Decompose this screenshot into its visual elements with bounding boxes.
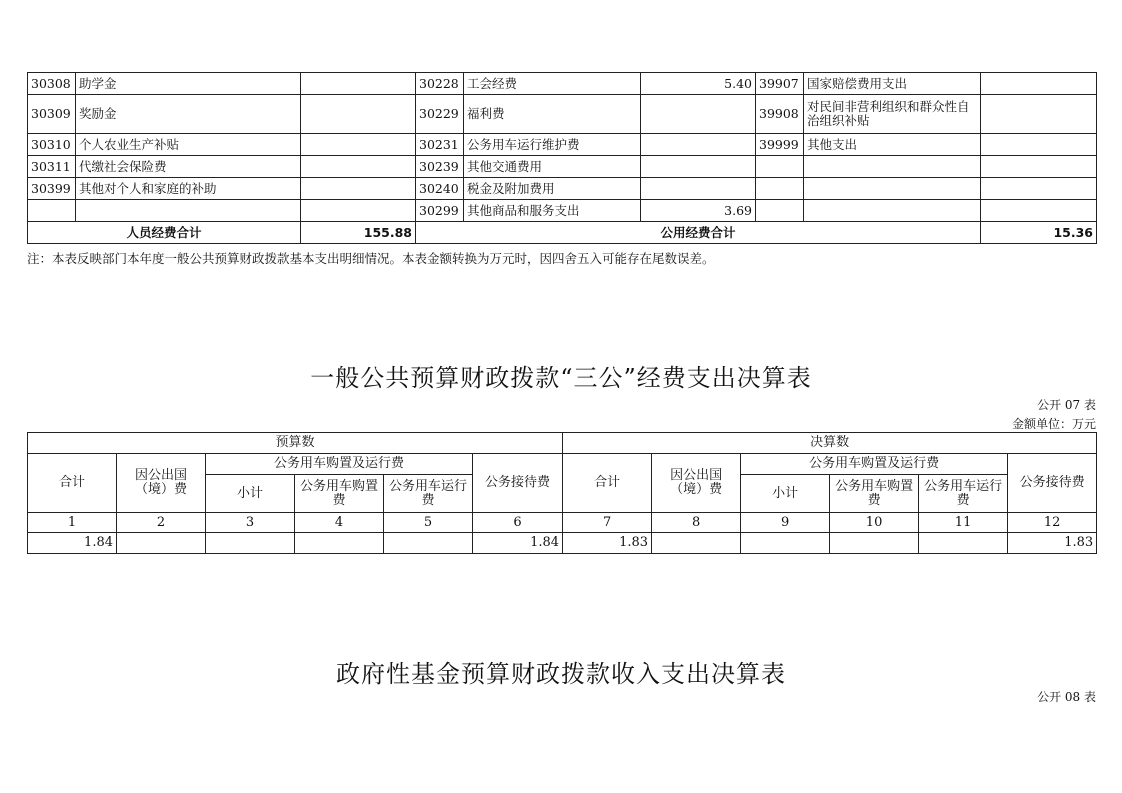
cell-name — [76, 200, 301, 222]
cell-code: 30228 — [416, 73, 464, 95]
cell-code — [756, 200, 804, 222]
cell-code: 39907 — [756, 73, 804, 95]
cell-value: 1.84 — [473, 533, 563, 554]
cell-value — [641, 156, 756, 178]
cell-name — [804, 200, 981, 222]
cell-value — [981, 134, 1097, 156]
column-number: 2 — [117, 513, 206, 533]
column-number: 12 — [1008, 513, 1097, 533]
cell-name: 福利费 — [464, 95, 641, 134]
cell-code: 30231 — [416, 134, 464, 156]
cell-name — [804, 156, 981, 178]
cell-name: 助学金 — [76, 73, 301, 95]
cell-name: 其他交通费用 — [464, 156, 641, 178]
value-row — [28, 533, 1097, 554]
cell-value — [981, 200, 1097, 222]
col-abroad-budget: 因公出国（境）费 — [117, 454, 206, 513]
column-number: 7 — [563, 513, 652, 533]
cell-value — [301, 200, 416, 222]
section-title-three-public: 一般公共预算财政拨款“三公”经费支出决算表 — [310, 364, 812, 392]
column-number: 11 — [919, 513, 1008, 533]
cell-name: 奖励金 — [76, 95, 301, 134]
cell-code: 30229 — [416, 95, 464, 134]
table-row — [28, 178, 1097, 200]
column-number: 3 — [206, 513, 295, 533]
cell-code — [756, 156, 804, 178]
column-number: 10 — [830, 513, 919, 533]
basic-expenditure-detail-table — [27, 72, 1097, 244]
cell-code — [28, 200, 76, 222]
cell-name: 对民间非营利组织和群众性自治组织补贴 — [804, 95, 981, 134]
cell-value — [981, 156, 1097, 178]
cell-value — [117, 533, 206, 554]
cell-code: 30311 — [28, 156, 76, 178]
col-reception-final: 公务接待费 — [1008, 454, 1097, 513]
cell-code: 39999 — [756, 134, 804, 156]
cell-name: 国家赔偿费用支出 — [804, 73, 981, 95]
cell-code: 30399 — [28, 178, 76, 200]
col-vehicle-group-final: 公务用车购置及运行费 — [741, 454, 1008, 475]
cell-code: 30308 — [28, 73, 76, 95]
cell-name — [804, 178, 981, 200]
col-operation-budget: 公务用车运行费 — [384, 475, 473, 513]
three-public-expenditure-table — [27, 432, 1097, 554]
cell-code: 30309 — [28, 95, 76, 134]
col-operation-final: 公务用车运行费 — [919, 475, 1008, 513]
header-row-1 — [28, 433, 1097, 454]
cell-value — [981, 178, 1097, 200]
table-ref-08: 公开 08 表 — [1037, 690, 1096, 704]
col-subtotal-budget: 小计 — [206, 475, 295, 513]
column-number-row — [28, 513, 1097, 533]
cell-value — [830, 533, 919, 554]
column-number: 6 — [473, 513, 563, 533]
cell-name: 代缴社会保险费 — [76, 156, 301, 178]
cell-value — [981, 73, 1097, 95]
cell-value — [384, 533, 473, 554]
cell-value — [295, 533, 384, 554]
cell-value — [301, 156, 416, 178]
totals-row — [28, 222, 1097, 244]
cell-value — [206, 533, 295, 554]
cell-value — [981, 95, 1097, 134]
col-purchase-budget: 公务用车购置费 — [295, 475, 384, 513]
cell-name: 其他商品和服务支出 — [464, 200, 641, 222]
cell-name: 公务用车运行维护费 — [464, 134, 641, 156]
cell-code: 30310 — [28, 134, 76, 156]
cell-value — [641, 134, 756, 156]
col-abroad-final: 因公出国（境）费 — [652, 454, 741, 513]
cell-value — [301, 178, 416, 200]
cell-value: 1.83 — [563, 533, 652, 554]
table-body — [28, 73, 1097, 222]
col-subtotal-final: 小计 — [741, 475, 830, 513]
cell-code — [756, 178, 804, 200]
table-row — [28, 95, 1097, 134]
cell-code: 39908 — [756, 95, 804, 134]
cell-name: 其他支出 — [804, 134, 981, 156]
col-reception-budget: 公务接待费 — [473, 454, 563, 513]
col-total-budget: 合计 — [28, 454, 117, 513]
cell-name: 工会经费 — [464, 73, 641, 95]
unit-label: 金额单位：万元 — [1011, 417, 1096, 431]
personnel-total-value: 155.88 — [301, 222, 416, 244]
cell-value: 3.69 — [641, 200, 756, 222]
cell-value — [641, 95, 756, 134]
cell-value — [641, 178, 756, 200]
column-number: 5 — [384, 513, 473, 533]
table-row — [28, 73, 1097, 95]
cell-value — [301, 73, 416, 95]
cell-code: 30299 — [416, 200, 464, 222]
section-title-gov-fund: 政府性基金预算财政拨款收入支出决算表 — [336, 660, 786, 688]
table-row — [28, 156, 1097, 178]
cell-value: 1.83 — [1008, 533, 1097, 554]
column-number: 8 — [652, 513, 741, 533]
cell-value: 5.40 — [641, 73, 756, 95]
header-row-2 — [28, 454, 1097, 475]
col-vehicle-group-budget: 公务用车购置及运行费 — [206, 454, 473, 475]
cell-code: 30240 — [416, 178, 464, 200]
cell-name: 个人农业生产补贴 — [76, 134, 301, 156]
cell-name: 税金及附加费用 — [464, 178, 641, 200]
table-row — [28, 134, 1097, 156]
public-total-label: 公用经费合计 — [416, 222, 981, 244]
table-note: 注：本表反映部门本年度一般公共预算财政拨款基本支出明细情况。本表金额转换为万元时，因四舍五入可能存在尾数误差。 — [27, 251, 715, 266]
cell-value — [301, 134, 416, 156]
column-number: 4 — [295, 513, 384, 533]
column-number: 9 — [741, 513, 830, 533]
cell-name: 其他对个人和家庭的补助 — [76, 178, 301, 200]
cell-value: 1.84 — [28, 533, 117, 554]
personnel-total-label: 人员经费合计 — [28, 222, 301, 244]
cell-value — [301, 95, 416, 134]
table-row — [28, 200, 1097, 222]
cell-value — [919, 533, 1008, 554]
column-number: 1 — [28, 513, 117, 533]
cell-value — [652, 533, 741, 554]
cell-code: 30239 — [416, 156, 464, 178]
table-ref-07: 公开 07 表 — [1037, 398, 1096, 412]
public-total-value: 15.36 — [981, 222, 1097, 244]
final-header: 决算数 — [563, 433, 1097, 454]
cell-value — [741, 533, 830, 554]
col-total-final: 合计 — [563, 454, 652, 513]
budget-header: 预算数 — [28, 433, 563, 454]
col-purchase-final: 公务用车购置费 — [830, 475, 919, 513]
